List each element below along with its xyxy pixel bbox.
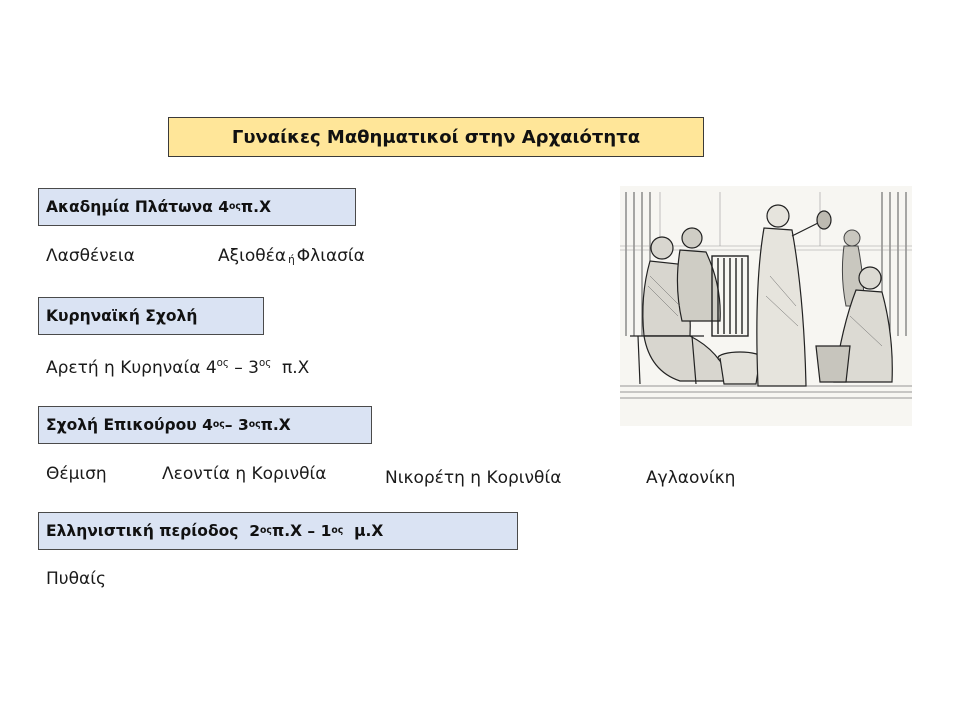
section-heading-text: Ελληνιστική περίοδος 2 [46,522,261,540]
ordinal-suffix: ος [216,357,229,369]
name-aglaonike [646,468,735,488]
name-themista [46,464,107,484]
name-text: Λασθένεια [46,246,135,266]
ordinal-suffix: ος [258,357,272,369]
section-heading-academy: Ακαδημία Πλάτωνα 4 ος π.Χ [38,188,356,226]
section-heading-epicurus: Σχολή Επικούρου 4 ος – 3 ος π.Χ [38,406,372,444]
name-text-rest: Φλιασία [296,246,365,266]
name-text: Αρετή η Κυρηναία 4 [46,358,217,378]
section-heading-cyrenaic [38,297,264,335]
name-era: π.Χ [271,358,310,378]
name-axiothea [218,246,365,266]
name-text: Πυθαίς [46,569,106,589]
section-heading-text: Σχολή Επικούρου 4 [46,416,213,434]
section-heading-era: π.Χ [260,416,291,434]
name-lastheneia [46,246,135,266]
section-heading-text: Κυρηναϊκή Σχολή [46,307,198,325]
section-heading-range: π.Χ – 1 [271,522,332,540]
slide-title [168,117,704,157]
name-era-range: – 3 [228,358,259,378]
name-text: Θέμιση [46,464,107,484]
name-or-connector: ή [288,253,295,266]
name-leontion [162,464,326,484]
section-heading-range: – 3 [224,416,249,434]
section-heading-era: μ.Χ [343,522,384,540]
section-heading-text: Ακαδημία Πλάτωνα 4 [46,198,230,216]
name-nikarete [385,468,561,488]
name-text: Αγλαονίκη [646,468,736,488]
name-arete [46,358,309,378]
name-text: Νικορέτη η Κορινθία [385,468,562,488]
slide-title-text: Γυναίκες Μαθηματικοί στην Αρχαιότητα [231,126,641,148]
engraving-women-weaving-image [620,186,912,426]
section-heading-hellenistic: Ελληνιστική περίοδος 2 ος π.Χ – 1 ος μ.Χ [38,512,518,550]
name-pythais [46,569,106,589]
name-text: Λεοντία η Κορινθία [162,464,327,484]
section-heading-era: π.Χ [240,198,272,216]
name-text: Αξιοθέα [218,246,287,266]
